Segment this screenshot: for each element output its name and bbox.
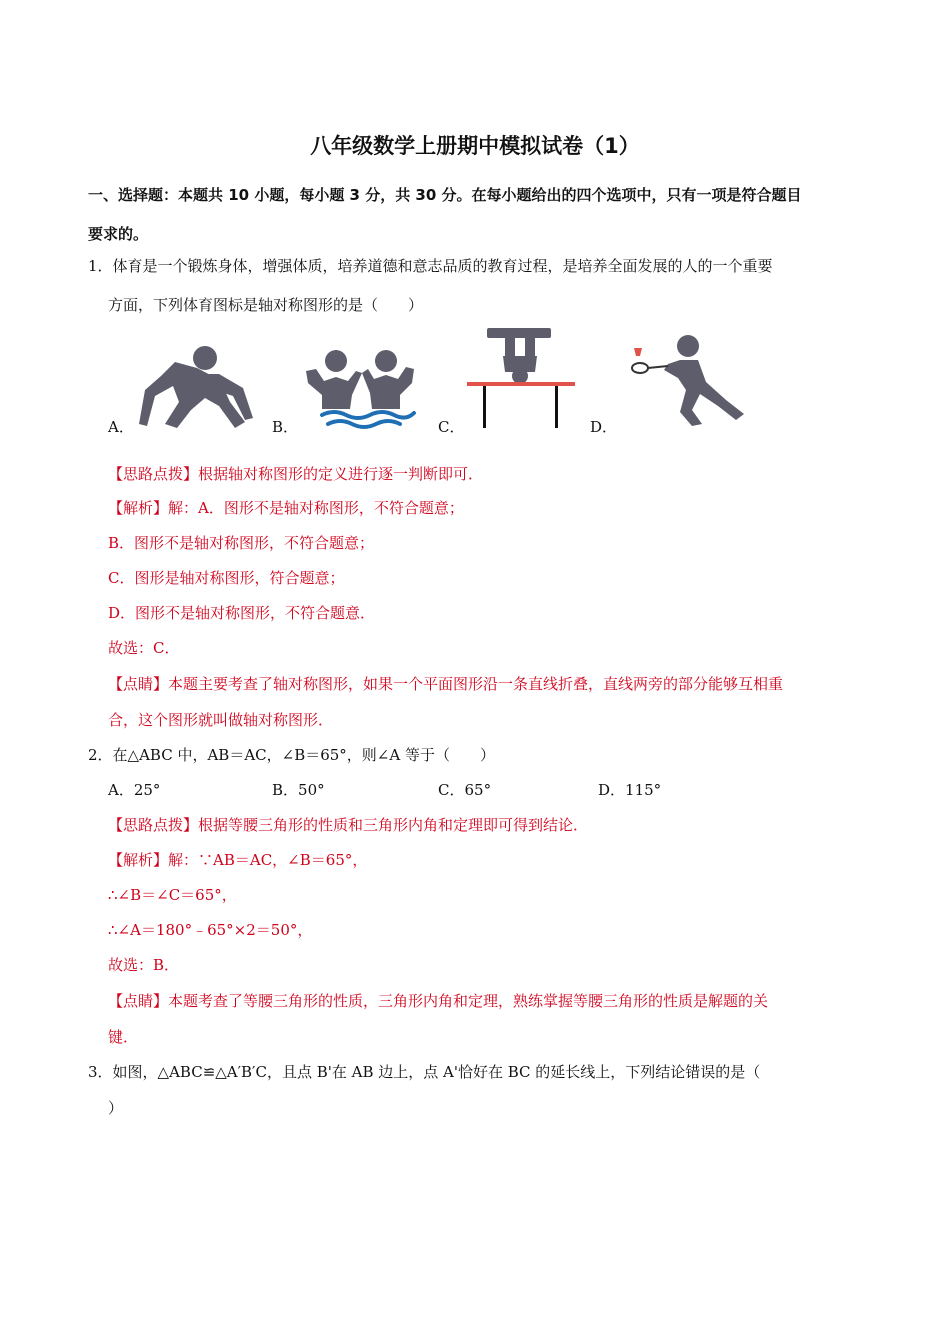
q2-solution-line3: ∴∠A＝180°﹣65°×2＝50°， [108,921,313,939]
wrestling-icon [135,340,260,430]
q2-option-a: A．25° [108,781,161,799]
q2-stem: 2．在△ABC 中，AB＝AC，∠B＝65°，则∠A 等于（ ） [88,746,495,764]
q1-solution-line1: 解：A．图形不是轴对称图形，不符合题意； [168,499,464,517]
q1-option-b-label: B． [272,418,299,436]
q1-note-tag: 【点睛】 [108,675,169,693]
q1-stem-line1: 1．体育是一个锻炼身体，增强体质，培养道德和意志品质的教育过程，是培养全面发展的人的一个重要 [88,257,773,275]
q2-note-line2: 键． [108,1028,139,1046]
q2-solution-line2: ∴∠B＝∠C＝65°， [108,886,237,904]
q1-option-c-label: C． [438,418,465,436]
q2-solution-line1: 解：∵AB＝AC，∠B＝65°， [168,851,368,869]
water-polo-icon [302,343,420,431]
q1-stem-line2: 方面，下列体育图标是轴对称图形的是（ ） [108,296,424,314]
q1-solution [108,498,464,518]
q1-note [108,674,783,694]
q1-option-a-label: A． [108,418,134,436]
q1-solution-tag: 【解析】 [108,499,169,517]
q2-hint [108,815,588,835]
q2-option-d: D．115° [598,781,662,799]
page-title: 八年级数学上册期中模拟试卷（1） [310,134,640,158]
q2-solution [108,850,367,870]
vaulting-table-icon [465,328,577,428]
q1-answer: 故选：C． [108,639,180,657]
q2-option-c: C．65° [438,781,492,799]
q2-note-tag: 【点睛】 [108,992,169,1010]
q2-note-line1: 本题考查了等腰三角形的性质，三角形内角和定理，熟练掌握等腰三角形的性质是解题的关 [168,992,769,1010]
q1-note-line2: 合，这个图形就叫做轴对称图形． [108,711,334,729]
q1-hint-tag: 【思路点拨】 [108,465,199,483]
q1-option-d-label: D． [590,418,618,436]
q3-stem-line1: 3．如图，△ABC≌△A′B′C，且点 B'在 AB 边上，点 A'恰好在 BC 的延长线上，下列结论错误的是（ [88,1063,761,1081]
q2-note [108,991,768,1011]
q1-hint [108,464,483,484]
q2-answer: 故选：B． [108,956,180,974]
q1-note-line1: 本题主要考查了轴对称图形，如果一个平面图形沿一条直线折叠，直线两旁的部分能够互相重 [168,675,784,693]
section-heading-line2: 要求的。 [88,225,149,243]
q2-solution-tag: 【解析】 [108,851,169,869]
q2-option-b: B．50° [272,781,325,799]
q1-solution-line3: C．图形是轴对称图形，符合题意； [108,569,345,587]
badminton-icon [622,334,747,426]
q1-solution-line4: D．图形不是轴对称图形，不符合题意． [108,604,376,622]
q1-hint-text: 根据轴对称图形的定义进行逐一判断即可． [198,465,484,483]
q2-hint-tag: 【思路点拨】 [108,816,199,834]
q1-solution-line2: B．图形不是轴对称图形，不符合题意； [108,534,375,552]
q2-hint-text: 根据等腰三角形的性质和三角形内角和定理即可得到结论． [198,816,589,834]
section-heading-line1: 一、选择题：本题共 10 小题，每小题 3 分，共 30 分。在每小题给出的四个选项中，只有一项是符合题目 [88,186,802,204]
q3-stem-line2: ） [108,1099,124,1117]
